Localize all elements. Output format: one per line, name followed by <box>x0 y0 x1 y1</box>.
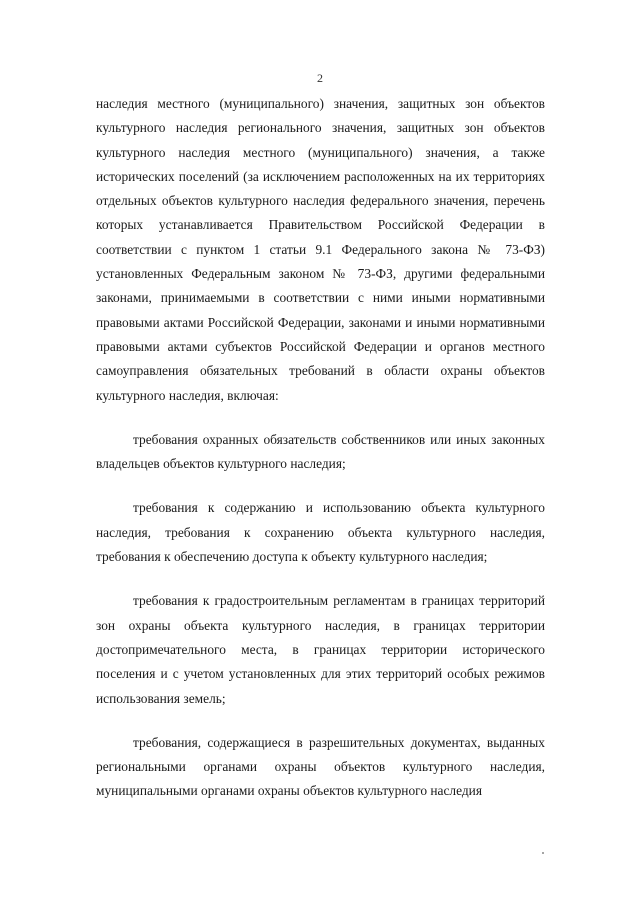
paragraph-requirement-maintenance: требования к содержанию и использованию объекта культурного наследия, требования к сохранению объекта культурного наследия, требования к обеспечению доступа к объекту культурного наследия; <box>96 500 545 565</box>
paragraph-continuation: наследия местного (муниципального) значения, защитных зон объектов культурного наследия регионального значения, защитных зон объектов культурного наследия местного (муниципального) значения, а также исторических поселений (за исключением расположенных на их территориях отдельных объектов культурного наследия федерального значения, перечень которых устанавливается Правительством Российской Федерации в соответствии с пунктом 1 статьи 9.1 Федерального закона № 73-ФЗ) установленных Федеральным законом № 73-ФЗ, другими федеральными законами, принимаемыми в соответствии с ними иными нормативными правовыми актами Российской Федерации, законами и иными нормативными правовыми актами субъектов Российской Федерации и органов местного самоуправления обязательных требований в области охраны объектов культурного наследия, включая: <box>96 96 545 403</box>
scan-speck <box>542 852 544 854</box>
document-body <box>96 92 545 804</box>
paragraph-requirement-regulations: требования к градостроительным регламентам в границах территорий зон охраны объекта культурного наследия, в границах территории достопримечательного места, в границах территории исторического поселения и с учетом установленных для этих территорий особых режимов использования земель; <box>96 593 545 706</box>
paragraph-requirement-obligations: требования охранных обязательств собственников или иных законных владельцев объектов культурного наследия; <box>96 431 545 472</box>
page-number: 2 <box>317 71 323 85</box>
paragraph-requirement-permits: требования, содержащиеся в разрешительных документах, выданных региональными органами охраны объектов культурного наследия, муниципальными органами охраны объектов культурного наследия <box>96 734 545 799</box>
